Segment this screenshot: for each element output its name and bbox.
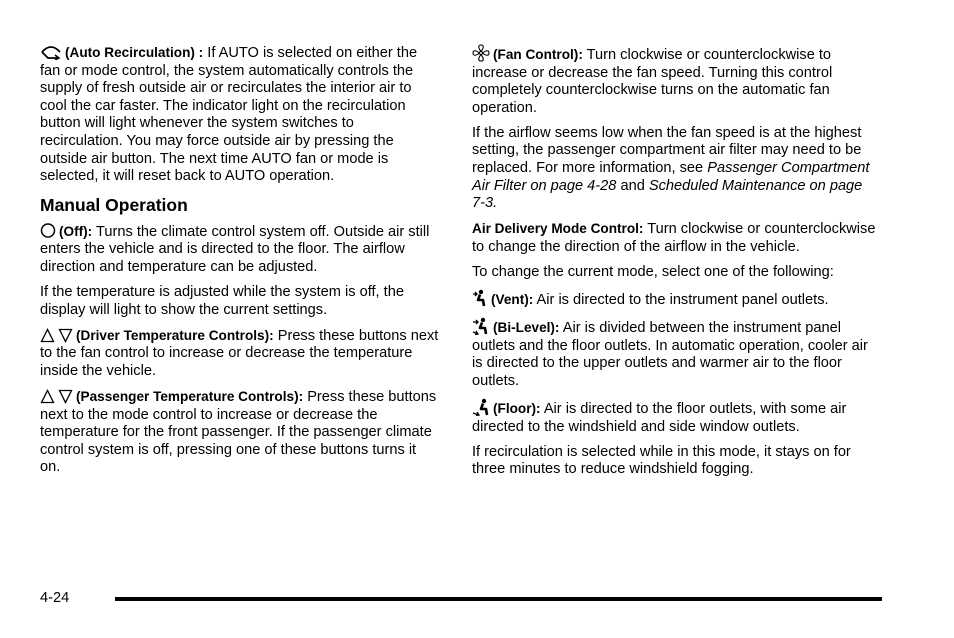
bi-level-paragraph	[472, 317, 877, 390]
air-delivery-text: Turn clockwise or counterclockwise to change the direction of the airflow in the vehicle.	[472, 221, 876, 255]
power-off-icon	[40, 222, 56, 239]
triangle-down-icon	[58, 328, 73, 343]
vent-text: Air is directed to the instrument panel outlets.	[536, 292, 829, 309]
off-paragraph	[40, 222, 440, 277]
airflow-note-and: and	[620, 177, 645, 194]
auto-recirculation-paragraph	[40, 44, 440, 186]
passenger-temperature-text: Press these buttons next to the mode control to increase or decrease the temperature for the front passenger. If the passenger climate control system is off, pressing one of these buttons turns it on.	[40, 389, 437, 476]
manual-operation-heading: Manual Operation	[40, 194, 188, 215]
fan-control-text: Turn clockwise or counterclockwise to increase or decrease the fan speed. Turning this control completely counterclockwise turns on the automatic fan operation.	[472, 47, 833, 116]
air-filter-reference: Passenger Compartment Air Filter on page 4-28	[472, 160, 870, 194]
air-delivery-label: Air Delivery Mode Control:	[472, 221, 644, 237]
change-mode-text: To change the current mode, select one of the following:	[472, 264, 834, 281]
right-column	[472, 44, 877, 486]
fan-control-label: (Fan Control):	[493, 47, 583, 62]
bi-level-mode-icon	[472, 317, 490, 335]
auto-recirculation-label: (Auto Recirculation) :	[65, 45, 204, 60]
vent-label: (Vent):	[491, 292, 534, 308]
airflow-note-text: If the airflow seems low when the fan speed is at the highest setting, the passenger compartment air filter may need to be replaced. For more information, see	[472, 124, 862, 177]
floor-label: (Floor):	[493, 401, 541, 417]
left-column	[40, 44, 440, 484]
triangle-up-icon	[40, 389, 55, 404]
vent-mode-icon	[472, 289, 488, 307]
triangle-down-icon	[58, 389, 73, 404]
passenger-temperature-paragraph	[40, 388, 440, 477]
triangle-up-icon	[40, 328, 55, 343]
air-delivery-paragraph	[472, 220, 877, 256]
page-number: 4-24	[40, 590, 70, 606]
airflow-note	[472, 125, 877, 213]
auto-recirculation-icon	[40, 44, 62, 60]
floor-paragraph	[472, 398, 877, 436]
fan-control-paragraph	[472, 44, 877, 117]
floor-mode-icon	[472, 398, 490, 416]
recirculation-note: If recirculation is selected while in this mode, it stays on for three minutes to reduce windshield fogging.	[472, 443, 851, 478]
footer-rule	[115, 597, 882, 601]
scheduled-maintenance-reference: Scheduled Maintenance on page 7-3.	[472, 177, 863, 212]
fan-icon	[472, 44, 490, 62]
driver-temperature-text: Press these buttons next to the fan control to increase or decrease the temperature inside the vehicle.	[40, 327, 439, 379]
off-text: Turns the climate control system off. Outside air still enters the vehicle and is directed to the floor. The airflow direction and temperature can be adjusted.	[40, 223, 430, 275]
off-label: (Off):	[59, 223, 93, 239]
driver-temperature-label: (Driver Temperature Controls):	[76, 327, 274, 343]
vent-paragraph	[472, 289, 877, 310]
driver-temperature-paragraph	[40, 327, 440, 381]
passenger-temperature-label: (Passenger Temperature Controls):	[76, 389, 304, 404]
auto-recirculation-text: If AUTO is selected on either the fan or mode control, the system automatically controls the supply of fresh outside air or recirculates the interior air to cool the car faster. The indicator light on the recirculation button will light whenever the system switches to recirculation. You may force outside air by pressing the outside air button. The next time AUTO fan or mode is selected, it will reset back to AUTO operation.	[40, 45, 418, 185]
off-note: If the temperature is adjusted while the system is off, the display will light to show the current settings.	[40, 284, 404, 318]
floor-text: Air is directed to the floor outlets, with some air directed to the windshield and side window outlets.	[472, 401, 847, 435]
bi-level-label: (Bi-Level):	[493, 320, 560, 336]
bi-level-text: Air is divided between the instrument panel outlets and the floor outlets. In automatic operation, cooler air is directed to the upper outlets and warmer air to the floor outlets.	[472, 320, 868, 389]
